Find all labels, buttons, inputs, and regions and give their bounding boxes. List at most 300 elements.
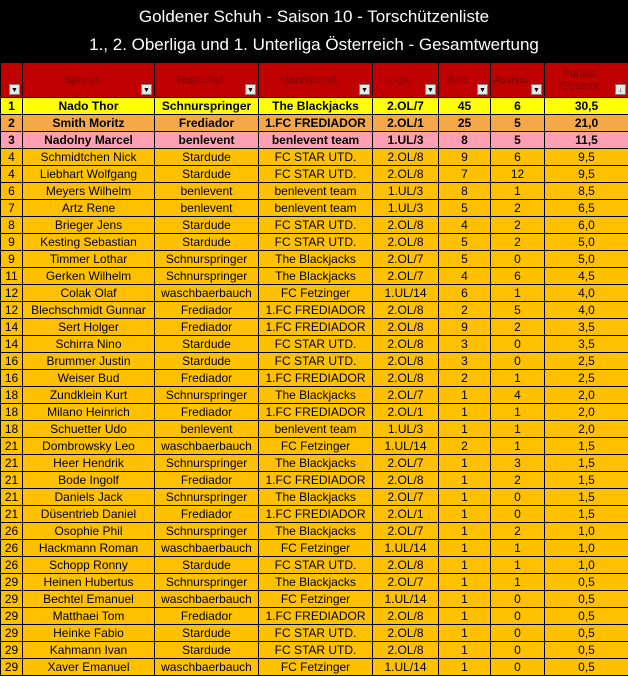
table-row <box>1 268 628 285</box>
header-rank <box>1 63 23 98</box>
liga-cell: 2.OL/8 <box>373 642 439 659</box>
header-spieler: Spieler ▼ <box>23 63 155 98</box>
rank-cell: 9 <box>1 251 23 268</box>
dropdown-arrow-icon[interactable]: ▼ <box>477 84 488 95</box>
spieler-cell: Gerken Wilhelm <box>23 268 155 285</box>
table-row <box>1 625 628 642</box>
mannschaft-cell: FC STAR UTD. <box>259 642 373 659</box>
table-row <box>1 285 628 302</box>
assists-cell: 2 <box>491 234 545 251</box>
rank-cell: 29 <box>1 659 23 676</box>
teamchef-cell: Stardude <box>155 234 259 251</box>
punkte-cell: 2,0 <box>545 404 628 421</box>
page-title: Goldener Schuh - Saison 10 - Torschützenliste <box>138 7 490 26</box>
punkte-cell: 6,0 <box>545 217 628 234</box>
punkte-cell: 1,5 <box>545 438 628 455</box>
mannschaft-cell: FC STAR UTD. <box>259 336 373 353</box>
assists-cell: 1 <box>491 557 545 574</box>
punkte-cell: 1,0 <box>545 523 628 540</box>
punkte-cell: 0,5 <box>545 659 628 676</box>
tore-cell: 1 <box>439 608 491 625</box>
mannschaft-cell: The Blackjacks <box>259 455 373 472</box>
tore-cell: 3 <box>439 336 491 353</box>
assists-cell: 12 <box>491 166 545 183</box>
spieler-cell: Nado Thor <box>23 98 155 115</box>
spieler-cell: Milano Heinrich <box>23 404 155 421</box>
spieler-cell: Düsentrieb Daniel <box>23 506 155 523</box>
liga-cell: 2.OL/8 <box>373 353 439 370</box>
spieler-cell: Daniels Jack <box>23 489 155 506</box>
teamchef-cell: Schnurspringer <box>155 387 259 404</box>
tore-cell: 1 <box>439 421 491 438</box>
teamchef-cell: Frediador <box>155 506 259 523</box>
tore-cell: 9 <box>439 149 491 166</box>
teamchef-cell: Stardude <box>155 625 259 642</box>
assists-cell: 1 <box>491 183 545 200</box>
punkte-cell: 2,0 <box>545 421 628 438</box>
mannschaft-cell: The Blackjacks <box>259 268 373 285</box>
assists-cell: 5 <box>491 132 545 149</box>
tore-cell: 2 <box>439 302 491 319</box>
assists-cell: 4 <box>491 387 545 404</box>
rank-cell: 26 <box>1 557 23 574</box>
punkte-cell: 2,0 <box>545 387 628 404</box>
mannschaft-cell: benlevent team <box>259 132 373 149</box>
punkte-cell: 2,5 <box>545 370 628 387</box>
assists-cell: 0 <box>491 353 545 370</box>
mannschaft-cell: benlevent team <box>259 183 373 200</box>
table-row <box>1 183 628 200</box>
tore-cell: 8 <box>439 183 491 200</box>
mannschaft-cell: The Blackjacks <box>259 387 373 404</box>
tore-cell: 9 <box>439 319 491 336</box>
liga-cell: 1.UL/3 <box>373 200 439 217</box>
liga-cell: 2.OL/7 <box>373 251 439 268</box>
spieler-cell: Dombrowsky Leo <box>23 438 155 455</box>
teamchef-cell: Stardude <box>155 336 259 353</box>
mannschaft-cell: The Blackjacks <box>259 574 373 591</box>
table-row <box>1 217 628 234</box>
mannschaft-cell: 1.FC FREDIADOR <box>259 302 373 319</box>
tore-cell: 1 <box>439 591 491 608</box>
liga-cell: 2.OL/8 <box>373 472 439 489</box>
mannschaft-cell: FC STAR UTD. <box>259 149 373 166</box>
tore-cell: 25 <box>439 115 491 132</box>
liga-cell: 2.OL/8 <box>373 557 439 574</box>
liga-cell: 2.OL/1 <box>373 404 439 421</box>
teamchef-cell: waschbaerbauch <box>155 659 259 676</box>
tore-cell: 1 <box>439 387 491 404</box>
rank-cell: 3 <box>1 132 23 149</box>
teamchef-cell: waschbaerbauch <box>155 438 259 455</box>
rank-cell: 29 <box>1 591 23 608</box>
rank-cell: 12 <box>1 285 23 302</box>
dropdown-arrow-icon[interactable]: ▼ <box>9 84 20 95</box>
spieler-cell: Liebhart Wolfgang <box>23 166 155 183</box>
assists-cell: 1 <box>491 540 545 557</box>
table-row <box>1 200 628 217</box>
table-row <box>1 523 628 540</box>
liga-cell: 1.UL/3 <box>373 421 439 438</box>
dropdown-arrow-icon[interactable]: ▼ <box>531 84 542 95</box>
table-row <box>1 574 628 591</box>
assists-cell: 6 <box>491 268 545 285</box>
punkte-cell: 0,5 <box>545 642 628 659</box>
dropdown-arrow-icon[interactable]: ▼ <box>359 84 370 95</box>
page-subtitle: 1., 2. Oberliga und 1. Unterliga Österreich - Gesamtwertung <box>89 35 539 54</box>
rank-cell: 2 <box>1 115 23 132</box>
punkte-cell: 4,0 <box>545 285 628 302</box>
assists-cell: 0 <box>491 251 545 268</box>
tore-cell: 4 <box>439 217 491 234</box>
table-row <box>1 438 628 455</box>
spieler-cell: Xaver Emanuel <box>23 659 155 676</box>
scorer-table <box>0 62 628 676</box>
spieler-cell: Schmidtchen Nick <box>23 149 155 166</box>
liga-cell: 2.OL/8 <box>373 608 439 625</box>
rank-cell: 26 <box>1 523 23 540</box>
table-row <box>1 115 628 132</box>
spieler-cell: Colak Olaf <box>23 285 155 302</box>
spieler-cell: Kahmann Ivan <box>23 642 155 659</box>
mannschaft-cell: The Blackjacks <box>259 98 373 115</box>
tore-cell: 5 <box>439 251 491 268</box>
tore-cell: 7 <box>439 166 491 183</box>
rank-cell: 14 <box>1 336 23 353</box>
punkte-cell: 3,5 <box>545 319 628 336</box>
mannschaft-cell: 1.FC FREDIADOR <box>259 319 373 336</box>
table-row <box>1 149 628 166</box>
punkte-cell: 9,5 <box>545 166 628 183</box>
rank-cell: 29 <box>1 625 23 642</box>
teamchef-cell: Stardude <box>155 353 259 370</box>
teamchef-cell: Frediador <box>155 472 259 489</box>
spieler-cell: Bechtel Emanuel <box>23 591 155 608</box>
teamchef-cell: Frediador <box>155 302 259 319</box>
rank-cell: 29 <box>1 574 23 591</box>
teamchef-cell: Frediador <box>155 404 259 421</box>
tore-cell: 4 <box>439 268 491 285</box>
tore-cell: 1 <box>439 625 491 642</box>
teamchef-cell: waschbaerbauch <box>155 540 259 557</box>
punkte-cell: 0,5 <box>545 608 628 625</box>
table-row <box>1 387 628 404</box>
table-row <box>1 302 628 319</box>
mannschaft-cell: FC STAR UTD. <box>259 217 373 234</box>
punkte-cell: 5,0 <box>545 234 628 251</box>
table-row <box>1 489 628 506</box>
mannschaft-cell: 1.FC FREDIADOR <box>259 506 373 523</box>
tore-cell: 5 <box>439 234 491 251</box>
mannschaft-cell: FC Fetzinger <box>259 659 373 676</box>
table-row <box>1 98 628 115</box>
tore-cell: 1 <box>439 574 491 591</box>
rank-cell: 21 <box>1 489 23 506</box>
liga-cell: 1.UL/14 <box>373 591 439 608</box>
liga-cell: 2.OL/7 <box>373 574 439 591</box>
mannschaft-cell: FC Fetzinger <box>259 540 373 557</box>
teamchef-cell: benlevent <box>155 132 259 149</box>
assists-cell: 0 <box>491 506 545 523</box>
mannschaft-cell: 1.FC FREDIADOR <box>259 115 373 132</box>
mannschaft-cell: The Blackjacks <box>259 523 373 540</box>
mannschaft-cell: FC STAR UTD. <box>259 557 373 574</box>
liga-cell: 1.UL/14 <box>373 659 439 676</box>
punkte-cell: 1,5 <box>545 455 628 472</box>
assists-cell: 1 <box>491 370 545 387</box>
rank-cell: 18 <box>1 387 23 404</box>
header-liga: Liga ▼ <box>373 63 439 98</box>
spieler-cell: Osophie Phil <box>23 523 155 540</box>
assists-cell: 6 <box>491 98 545 115</box>
tore-cell: 2 <box>439 370 491 387</box>
assists-cell: 2 <box>491 472 545 489</box>
spieler-cell: Heinke Fabio <box>23 625 155 642</box>
title-block <box>0 0 628 62</box>
mannschaft-cell: benlevent team <box>259 200 373 217</box>
table-row <box>1 506 628 523</box>
tore-cell: 8 <box>439 132 491 149</box>
teamchef-cell: Schnurspringer <box>155 489 259 506</box>
assists-cell: 0 <box>491 659 545 676</box>
punkte-cell: 1,5 <box>545 506 628 523</box>
teamchef-cell: Frediador <box>155 608 259 625</box>
assists-cell: 5 <box>491 115 545 132</box>
spieler-cell: Blechschmidt Gunnar <box>23 302 155 319</box>
rank-cell: 18 <box>1 421 23 438</box>
spieler-cell: Timmer Lothar <box>23 251 155 268</box>
spieler-cell: Kesting Sebastian <box>23 234 155 251</box>
mannschaft-cell: FC STAR UTD. <box>259 353 373 370</box>
dropdown-arrow-icon[interactable]: ▼ <box>245 84 256 95</box>
rank-cell: 1 <box>1 98 23 115</box>
liga-cell: 2.OL/8 <box>373 625 439 642</box>
table-row <box>1 353 628 370</box>
mannschaft-cell: benlevent team <box>259 421 373 438</box>
table-row <box>1 557 628 574</box>
liga-cell: 2.OL/8 <box>373 370 439 387</box>
teamchef-cell: Frediador <box>155 319 259 336</box>
mannschaft-cell: 1.FC FREDIADOR <box>259 608 373 625</box>
assists-cell: 6 <box>491 149 545 166</box>
rank-cell: 11 <box>1 268 23 285</box>
rank-cell: 21 <box>1 506 23 523</box>
punkte-cell: 1,0 <box>545 540 628 557</box>
punkte-cell: 11,5 <box>545 132 628 149</box>
punkte-cell: 1,5 <box>545 472 628 489</box>
liga-cell: 2.OL/8 <box>373 336 439 353</box>
rank-cell: 9 <box>1 234 23 251</box>
tore-cell: 1 <box>439 659 491 676</box>
punkte-cell: 2,5 <box>545 353 628 370</box>
teamchef-cell: Schnurspringer <box>155 251 259 268</box>
teamchef-cell: benlevent <box>155 183 259 200</box>
punkte-cell: 1,5 <box>545 489 628 506</box>
liga-cell: 2.OL/8 <box>373 234 439 251</box>
liga-cell: 1.UL/14 <box>373 540 439 557</box>
assists-cell: 2 <box>491 523 545 540</box>
liga-cell: 2.OL/8 <box>373 302 439 319</box>
rank-cell: 4 <box>1 166 23 183</box>
liga-cell: 2.OL/1 <box>373 115 439 132</box>
spieler-cell: Artz Rene <box>23 200 155 217</box>
spieler-cell: Weiser Bud <box>23 370 155 387</box>
assists-cell: 1 <box>491 421 545 438</box>
assists-cell: 5 <box>491 302 545 319</box>
rank-cell: 14 <box>1 319 23 336</box>
assists-cell: 0 <box>491 608 545 625</box>
table-row <box>1 608 628 625</box>
punkte-cell: 5,0 <box>545 251 628 268</box>
assists-cell: 2 <box>491 200 545 217</box>
tore-cell: 5 <box>439 200 491 217</box>
liga-cell: 2.OL/7 <box>373 489 439 506</box>
header-tore: Tore ▼ <box>439 63 491 98</box>
teamchef-cell: Stardude <box>155 217 259 234</box>
tore-cell: 1 <box>439 557 491 574</box>
tore-cell: 1 <box>439 489 491 506</box>
mannschaft-cell: 1.FC FREDIADOR <box>259 472 373 489</box>
rank-cell: 8 <box>1 217 23 234</box>
spieler-cell: Bode Ingolf <box>23 472 155 489</box>
table-row <box>1 404 628 421</box>
table-row <box>1 132 628 149</box>
table-row <box>1 370 628 387</box>
table-row <box>1 540 628 557</box>
spieler-cell: Meyers Wilhelm <box>23 183 155 200</box>
assists-cell: 1 <box>491 285 545 302</box>
punkte-cell: 8,5 <box>545 183 628 200</box>
teamchef-cell: Frediador <box>155 370 259 387</box>
assists-cell: 0 <box>491 336 545 353</box>
teamchef-cell: waschbaerbauch <box>155 285 259 302</box>
dropdown-arrow-icon[interactable]: ▼ <box>425 84 436 95</box>
table-row <box>1 166 628 183</box>
punkte-cell: 0,5 <box>545 591 628 608</box>
table-row <box>1 251 628 268</box>
liga-cell: 2.OL/8 <box>373 319 439 336</box>
teamchef-cell: waschbaerbauch <box>155 591 259 608</box>
rank-cell: 21 <box>1 438 23 455</box>
liga-cell: 2.OL/8 <box>373 217 439 234</box>
table-row <box>1 472 628 489</box>
punkte-cell: 4,0 <box>545 302 628 319</box>
spieler-cell: Schirra Nino <box>23 336 155 353</box>
assists-cell: 0 <box>491 591 545 608</box>
teamchef-cell: Stardude <box>155 642 259 659</box>
rank-cell: 16 <box>1 353 23 370</box>
assists-cell: 1 <box>491 404 545 421</box>
rank-cell: 29 <box>1 608 23 625</box>
spieler-cell: Heinen Hubertus <box>23 574 155 591</box>
teamchef-cell: Schnurspringer <box>155 268 259 285</box>
liga-cell: 2.OL/7 <box>373 268 439 285</box>
punkte-cell: 4,5 <box>545 268 628 285</box>
punkte-cell: 3,5 <box>545 336 628 353</box>
liga-cell: 2.OL/8 <box>373 149 439 166</box>
tore-cell: 1 <box>439 523 491 540</box>
rank-cell: 7 <box>1 200 23 217</box>
teamchef-cell: Schnurspringer <box>155 455 259 472</box>
mannschaft-cell: 1.FC FREDIADOR <box>259 404 373 421</box>
rank-cell: 16 <box>1 370 23 387</box>
tore-cell: 2 <box>439 438 491 455</box>
rank-cell: 6 <box>1 183 23 200</box>
table-row <box>1 421 628 438</box>
rank-cell: 21 <box>1 455 23 472</box>
table-row <box>1 591 628 608</box>
spieler-cell: Schopp Ronny <box>23 557 155 574</box>
tore-cell: 1 <box>439 404 491 421</box>
table-row <box>1 642 628 659</box>
liga-cell: 1.UL/14 <box>373 285 439 302</box>
tore-cell: 1 <box>439 472 491 489</box>
mannschaft-cell: 1.FC FREDIADOR <box>259 370 373 387</box>
header-teamchef: Teamchef ▼ <box>155 63 259 98</box>
mannschaft-cell: FC Fetzinger <box>259 591 373 608</box>
liga-cell: 2.OL/7 <box>373 387 439 404</box>
mannschaft-cell: FC STAR UTD. <box>259 166 373 183</box>
spieler-cell: Smith Moritz <box>23 115 155 132</box>
table-row <box>1 234 628 251</box>
spieler-cell: Hackmann Roman <box>23 540 155 557</box>
assists-cell: 0 <box>491 489 545 506</box>
rank-cell: 21 <box>1 472 23 489</box>
table-row <box>1 455 628 472</box>
spieler-cell: Zundklein Kurt <box>23 387 155 404</box>
punkte-cell: 30,5 <box>545 98 628 115</box>
rank-cell: 12 <box>1 302 23 319</box>
tore-cell: 6 <box>439 285 491 302</box>
tore-cell: 1 <box>439 642 491 659</box>
punkte-cell: 0,5 <box>545 625 628 642</box>
mannschaft-cell: The Blackjacks <box>259 251 373 268</box>
header-assists: Assists ▼ <box>491 63 545 98</box>
spieler-cell: Sert Holger <box>23 319 155 336</box>
teamchef-cell: Stardude <box>155 166 259 183</box>
assists-cell: 2 <box>491 319 545 336</box>
rank-cell: 26 <box>1 540 23 557</box>
table-body <box>1 98 628 676</box>
mannschaft-cell: FC STAR UTD. <box>259 234 373 251</box>
header-punkte: Punkte Gesamt ↓ <box>545 63 628 98</box>
assists-cell: 3 <box>491 455 545 472</box>
liga-cell: 1.UL/14 <box>373 438 439 455</box>
teamchef-cell: benlevent <box>155 200 259 217</box>
assists-cell: 2 <box>491 217 545 234</box>
rank-cell: 29 <box>1 642 23 659</box>
assists-cell: 1 <box>491 438 545 455</box>
mannschaft-cell: FC Fetzinger <box>259 438 373 455</box>
teamchef-cell: Stardude <box>155 557 259 574</box>
punkte-cell: 21,0 <box>545 115 628 132</box>
spieler-cell: Nadolny Marcel <box>23 132 155 149</box>
teamchef-cell: benlevent <box>155 421 259 438</box>
spieler-cell: Matthaei Tom <box>23 608 155 625</box>
liga-cell: 2.OL/7 <box>373 455 439 472</box>
tore-cell: 1 <box>439 506 491 523</box>
liga-cell: 1.UL/3 <box>373 183 439 200</box>
mannschaft-cell: The Blackjacks <box>259 489 373 506</box>
liga-cell: 2.OL/8 <box>373 166 439 183</box>
liga-cell: 2.OL/1 <box>373 506 439 523</box>
dropdown-arrow-icon[interactable]: ▼ <box>141 84 152 95</box>
sort-descending-icon[interactable]: ↓ <box>615 84 626 95</box>
table-row <box>1 336 628 353</box>
teamchef-cell: Frediador <box>155 115 259 132</box>
tore-cell: 45 <box>439 98 491 115</box>
assists-cell: 0 <box>491 642 545 659</box>
